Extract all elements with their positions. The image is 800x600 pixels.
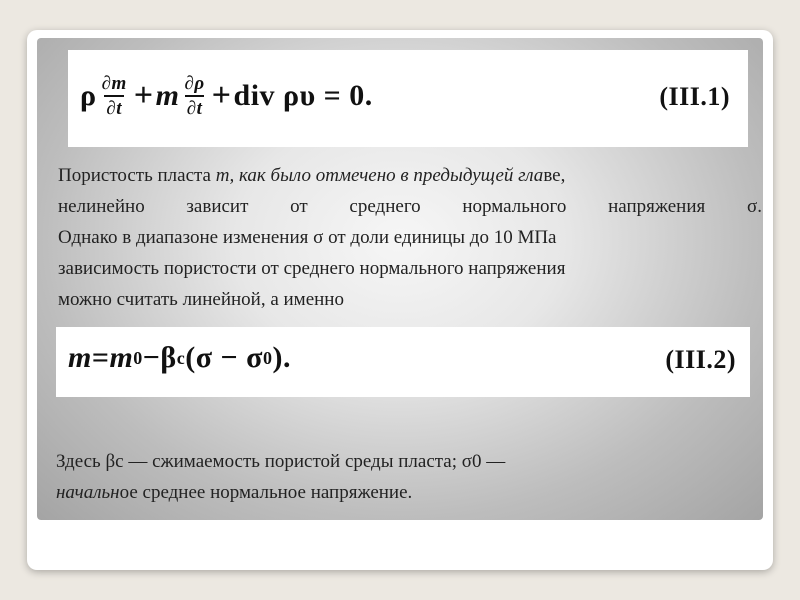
slide <box>27 30 773 570</box>
equation-number: (III.2) <box>665 345 736 374</box>
paragraph-definitions <box>56 446 736 508</box>
paragraph-line: Здесь βс — сжимаемость пористой среды пласта; σ0 — <box>56 451 506 472</box>
formula-III-1-image <box>68 50 748 147</box>
paragraph-porosity <box>58 160 762 315</box>
paragraph-line: Пористость пласта m, как было отмечено в предыдущей главе, <box>58 165 566 186</box>
m-symbol: m <box>155 79 180 112</box>
paragraph-line: зависимость пористости от среднего нормального напряжения <box>58 258 566 279</box>
plus-sign: + <box>211 77 232 114</box>
paragraph-line: нелинейно зависит от среднего нормального напряжения σ. <box>58 196 762 217</box>
paragraph-line: начальное среднее нормальное напряжение. <box>56 482 413 503</box>
paragraph-line: можно считать линейной, а именно <box>58 289 344 310</box>
fraction-drho-dt: $\frac{\partial\rho}{\partial t}$ <box>184 73 205 119</box>
continuity-equation <box>80 74 373 118</box>
plus-sign: + <box>133 77 154 114</box>
div-term: div ρυ = 0. <box>233 79 373 112</box>
porosity-equation: m = m 0 − β c (σ − σ 0 ). <box>68 341 291 374</box>
paragraph-line: Однако в диапазоне изменения σ от доли единицы до 10 МПа <box>58 227 557 248</box>
fraction-dm-dt: $\frac{\partial m}{\partial t}$ <box>101 73 127 119</box>
content-panel <box>37 38 763 520</box>
equation-number: (III.1) <box>659 82 730 111</box>
formula-III-2-image <box>56 327 750 397</box>
rho-symbol: ρ <box>80 79 97 112</box>
